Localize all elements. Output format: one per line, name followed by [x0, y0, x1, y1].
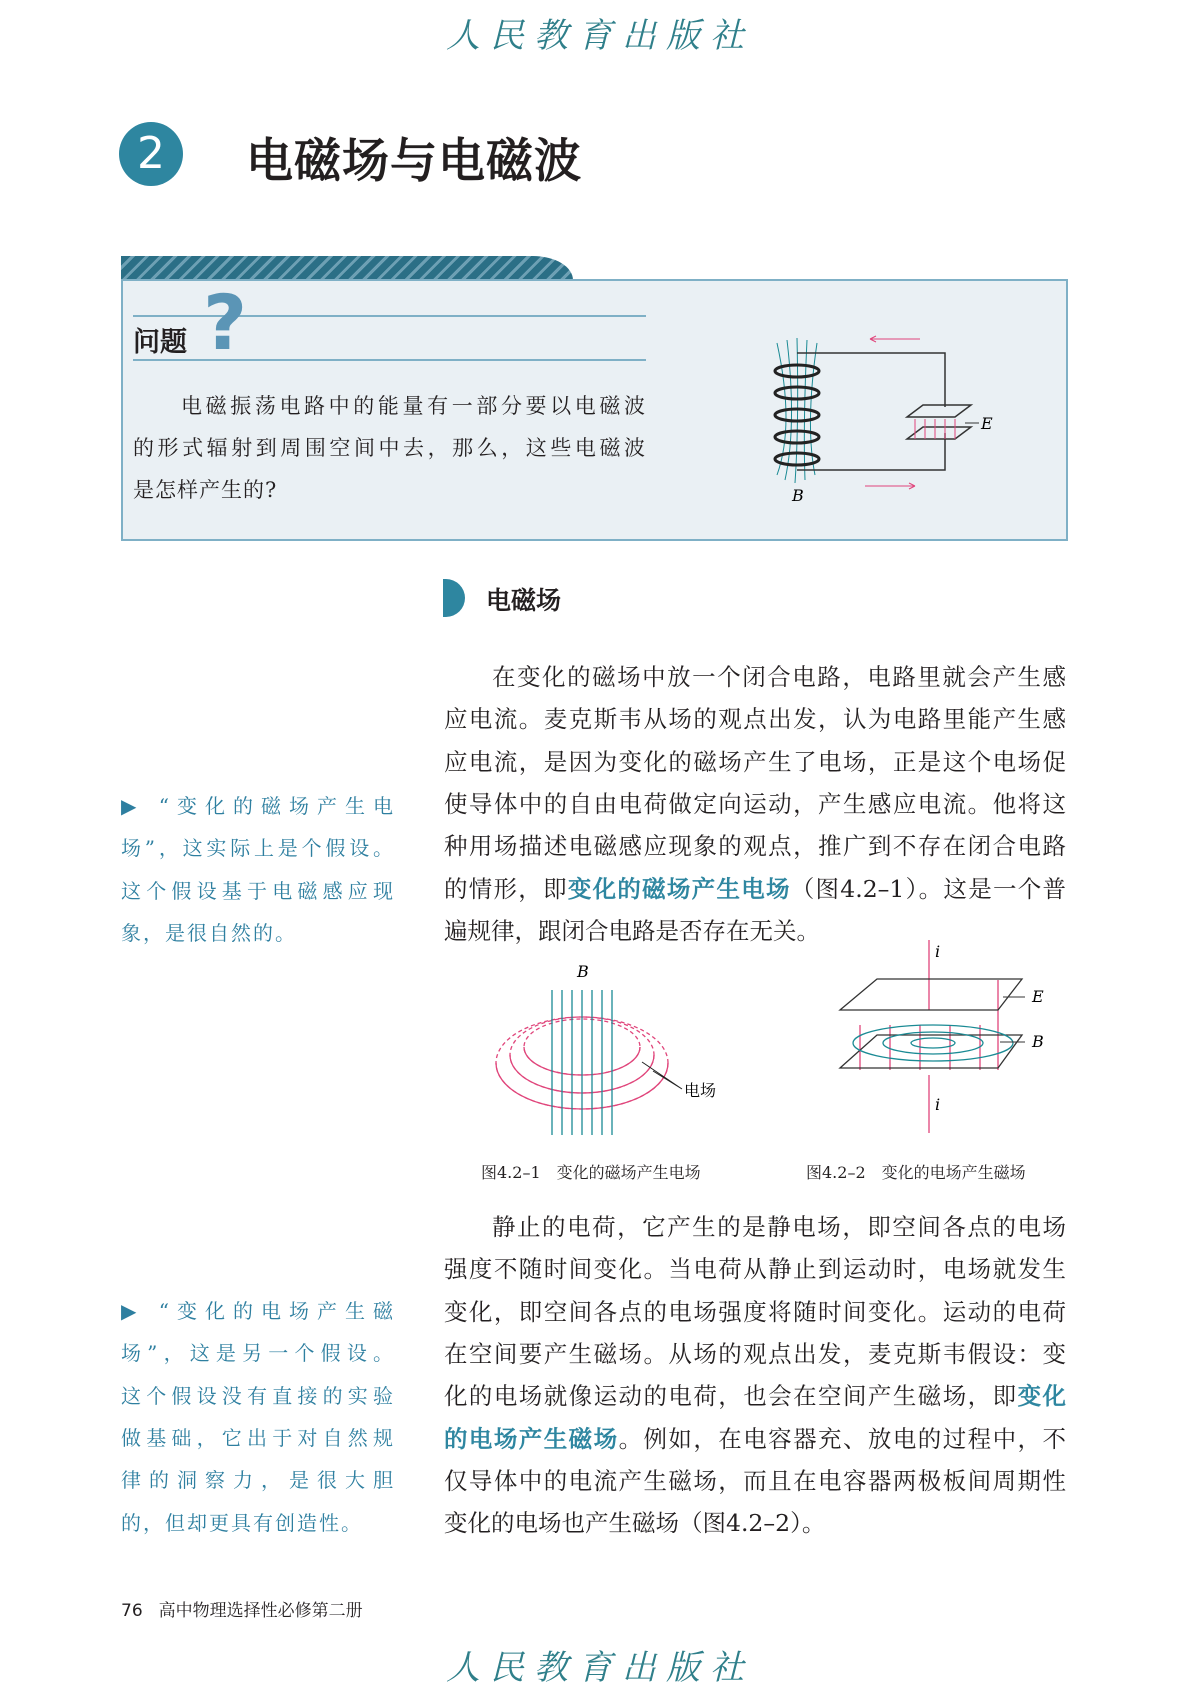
text-run: 。例如，在电容器充、放电的过程中，不 [618, 1424, 1066, 1453]
highlighted-term: 的电场产生磁场 [444, 1424, 619, 1453]
text-run: 使导体中的自由电荷做定向运动，产生感应电流。他将这 [444, 789, 1066, 818]
figure2-label-B: B [1032, 1032, 1044, 1051]
figure-label-E: E [981, 414, 993, 433]
margin-note-line: 这个假设基于电磁感应现 [121, 878, 395, 903]
margin-note-line: ▶ “变化的电场产生磁 [121, 1299, 395, 1323]
publisher-logo-top: 人民教育出版社 [446, 16, 754, 56]
margin-note-line: 场”，这实际上是个假设。 [121, 836, 395, 861]
text-run: 在变化的磁场中放一个闭合电路，电路里就会产生感 [492, 663, 1066, 691]
paragraph-line [444, 825, 1066, 867]
paragraph-line [444, 868, 1066, 910]
question-text-line: 的形式辐射到周围空间中去，那么，这些电磁波 [133, 436, 646, 460]
paragraph-line [444, 656, 1066, 698]
figure2-label-i-bottom: i [935, 1095, 941, 1114]
paragraph-line [444, 1291, 1066, 1333]
paragraph-line [444, 783, 1066, 825]
paragraph-line [444, 1502, 1066, 1544]
margin-note-line: 场”，这是另一个假设。 [121, 1341, 395, 1366]
page-footer [121, 1596, 363, 1621]
question-banner-stripes [121, 256, 573, 280]
paragraph-line [444, 1375, 1066, 1417]
figure1-label-B: B [577, 962, 589, 981]
figure2-caption: 图4.2–2 变化的电场产生磁场 [806, 1163, 1026, 1182]
paragraph-line [444, 1333, 1066, 1375]
text-run: 种用场描述电磁感应现象的观点，推广到不存在闭合电路 [444, 832, 1066, 861]
text-run: 变化的电场也产生磁场（图4.2–2）。 [444, 1509, 826, 1538]
figure2-label-i-top: i [935, 942, 941, 961]
text-run: 变化，即空间各点的电场强度将随时间变化。运动的电荷 [444, 1297, 1066, 1326]
highlighted-term: 变化 [1017, 1382, 1066, 1411]
question-text-line: 电磁振荡电路中的能量有一部分要以电磁波 [181, 394, 646, 418]
text-run: 应电流，是因为变化的磁场产生了电场，正是这个电场促 [444, 747, 1066, 776]
question-text-line: 是怎样产生的? [133, 478, 278, 502]
margin-note-line: 律的洞察力，是很大胆 [121, 1468, 395, 1493]
question-label: 问题 [133, 327, 187, 358]
paragraph-line [444, 1206, 1066, 1248]
figure-4-2-2 [835, 935, 1065, 1135]
paragraph-line [444, 1460, 1066, 1502]
figure1-caption: 图4.2–1 变化的磁场产生电场 [481, 1163, 701, 1182]
book-title: 高中物理选择性必修第二册 [158, 1601, 363, 1621]
text-run: 遍规律，跟闭合电路是否存在无关。 [444, 916, 820, 945]
margin-note-line: 这个假设没有直接的实验 [121, 1383, 395, 1408]
margin-note-line: 象，是很自然的。 [121, 920, 297, 945]
text-run: 强度不随时间变化。当电荷从静止到运动时，电场就发生 [444, 1255, 1066, 1284]
margin-note-line: 做基础，它出于对自然规 [121, 1425, 395, 1450]
margin-note-line: ▶ “变化的磁场产生电 [121, 794, 395, 818]
figure2-label-E: E [1032, 987, 1044, 1006]
section-marker [443, 579, 465, 617]
page-number: 76 [121, 1601, 143, 1621]
question-mark-icon: ? [203, 278, 248, 367]
text-run: 在空间要产生磁场。从场的观点出发，麦克斯韦假设：变 [444, 1339, 1066, 1368]
page-title: 电磁场与电磁波 [246, 134, 582, 189]
text-run: 化的电场就像运动的电荷，也会在空间产生磁场，即 [444, 1382, 1018, 1411]
highlighted-term: 变化的磁场产生电场 [567, 874, 791, 903]
text-run: 静止的电荷，它产生的是静电场，即空间各点的电场 [492, 1213, 1066, 1241]
figure1-label-field: 电场 [684, 1081, 717, 1100]
text-run: （图4.2–1）。这是一个普 [790, 874, 1067, 903]
lc-circuit-figure [755, 335, 1015, 510]
margin-note-line: 的，但却更具有创造性。 [121, 1510, 363, 1535]
text-run: 的情形，即 [444, 874, 568, 903]
figure-4-2-1 [495, 955, 745, 1155]
paragraph-line [444, 1248, 1066, 1290]
section-number-badge: 2 [119, 122, 183, 186]
section-heading: 电磁场 [486, 586, 562, 615]
text-run: 仅导体中的电流产生磁场，而且在电容器两极板间周期性 [444, 1466, 1066, 1495]
text-run: 应电流。麦克斯韦从场的观点出发，认为电路里能产生感 [444, 705, 1066, 734]
paragraph-line [444, 741, 1066, 783]
paragraph-line [444, 1418, 1066, 1460]
publisher-logo-bottom: 人民教育出版社 [446, 1648, 754, 1688]
paragraph-line [444, 698, 1066, 740]
figure-label-B: B [792, 486, 804, 505]
